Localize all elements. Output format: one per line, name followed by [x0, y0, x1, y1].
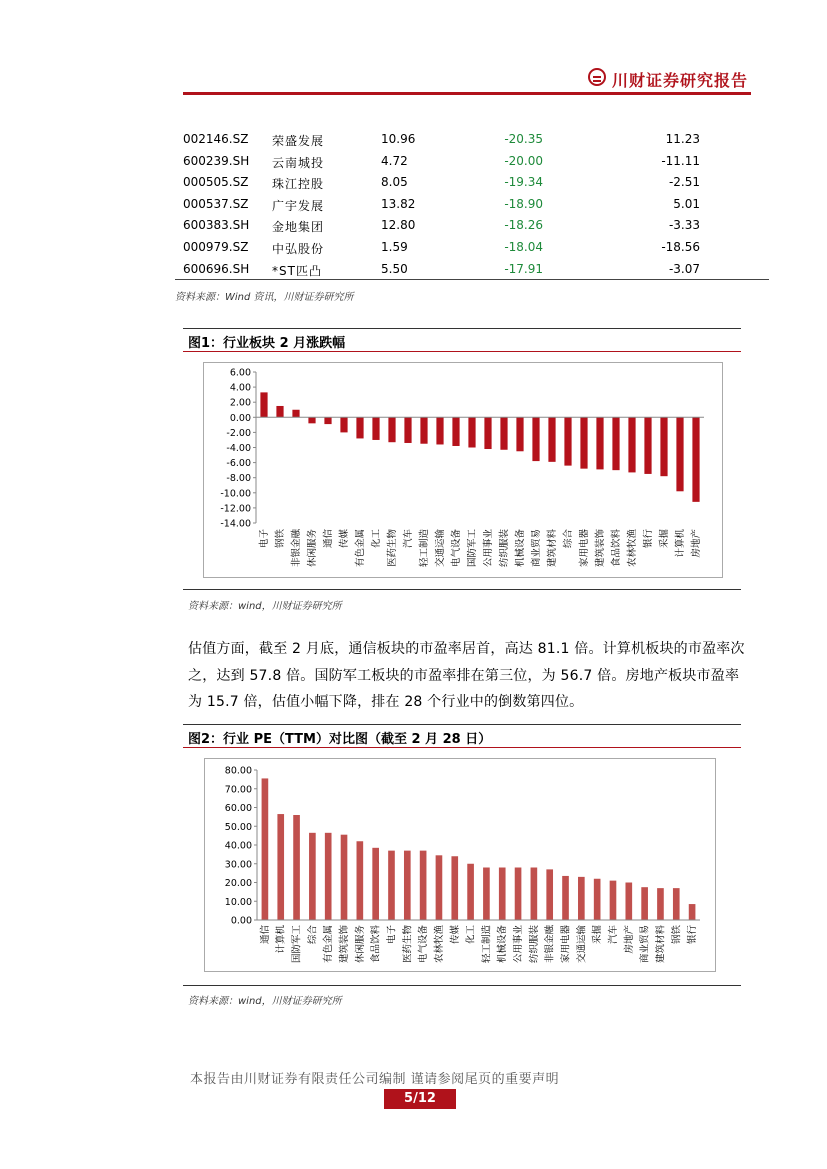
- stock-code: 000979.SZ: [183, 240, 249, 254]
- figure1-top-rule: [183, 328, 741, 329]
- x-tick-label: 纺织服装: [499, 529, 510, 568]
- x-tick-label: 农林牧渔: [627, 529, 638, 568]
- x-tick-label: 食品饮料: [370, 925, 382, 964]
- y-tick-label: -14.00: [220, 518, 251, 530]
- x-tick-label: 钢铁: [671, 925, 683, 945]
- x-tick-label: 家用电器: [579, 529, 590, 568]
- bar: [325, 833, 332, 920]
- page-number: 5/12: [384, 1089, 456, 1109]
- stock-code: 002146.SZ: [183, 132, 249, 146]
- stock-name: 珠江控股: [272, 177, 325, 192]
- bar: [515, 868, 522, 921]
- stock-change: -17.91: [504, 261, 543, 276]
- bar: [357, 841, 364, 920]
- bar: [564, 417, 571, 465]
- x-tick-label: 交通运输: [435, 529, 446, 568]
- figure2-title: 图2：行业 PE（TTM）对比图（截至 2 月 28 日）: [188, 732, 492, 747]
- x-tick-label: 通信: [259, 925, 271, 945]
- bar: [612, 417, 619, 470]
- stock-name: 广宇发展: [272, 198, 325, 213]
- x-tick-label: 有色金属: [355, 529, 366, 568]
- bar: [388, 417, 395, 442]
- stock-pe: -3.33: [668, 218, 700, 233]
- stock-name: 金地集团: [272, 220, 325, 235]
- bar: [420, 851, 427, 920]
- stock-change: -19.34: [504, 175, 543, 190]
- bar: [516, 417, 523, 451]
- x-tick-label: 国防军工: [467, 529, 478, 568]
- y-tick-label: 30.00: [224, 859, 252, 871]
- y-tick-label: 60.00: [224, 803, 252, 814]
- bar: [372, 848, 379, 920]
- bar: [324, 417, 331, 424]
- bar: [260, 392, 267, 417]
- table-divider: [175, 279, 769, 280]
- y-tick-label: 0.00: [230, 915, 252, 927]
- footer-disclaimer: 本报告由川财证券有限责任公司编制 谨请参阅尾页的重要声明: [190, 1072, 560, 1087]
- bar: [277, 814, 284, 920]
- bar: [546, 869, 553, 920]
- stock-change: -18.90: [504, 196, 543, 211]
- figure1-source: 资料来源：wind，川财证券研究所: [188, 601, 342, 612]
- x-tick-label: 建筑材料: [655, 925, 667, 964]
- bar: [641, 887, 648, 920]
- bar: [500, 417, 507, 449]
- bar: [468, 417, 475, 447]
- bar: [262, 778, 269, 920]
- stock-pe: 5.01: [673, 196, 700, 211]
- y-tick-label: 40.00: [224, 840, 252, 852]
- x-tick-label: 建筑材料: [547, 529, 558, 568]
- figure2-source: 资料来源：wind，川财证券研究所: [188, 996, 342, 1007]
- x-tick-label: 采掘: [659, 529, 670, 549]
- bar: [692, 417, 699, 502]
- x-tick-label: 电气设备: [451, 529, 462, 568]
- y-tick-label: 10.00: [224, 896, 252, 908]
- header-title: 川财证券研究报告: [612, 71, 749, 90]
- bar: [532, 417, 539, 461]
- body-paragraph: 估值方面，截至 2 月底，通信板块的市盈率居首，高达 81.1 倍。计算机板块的市盈率次之，达到 57.8 倍。国防军工板块的市盈率排在第三位，为 56.7 倍。房地产板块市盈率为 15.7 倍，估值小幅下降，排在 28 个行业中的倒数第四位。: [188, 641, 745, 710]
- stock-code: 600239.SH: [183, 153, 250, 168]
- stock-code: 000537.SZ: [183, 196, 249, 211]
- x-tick-label: 休闲服务: [307, 529, 318, 568]
- stock-code: 600696.SH: [183, 261, 250, 276]
- x-tick-label: 轻工制造: [419, 529, 430, 568]
- stock-pe: -18.56: [661, 240, 700, 254]
- bar: [452, 417, 459, 446]
- bar: [276, 406, 283, 417]
- stock-name: *ST匹凸: [272, 263, 322, 278]
- bar: [580, 417, 587, 468]
- bar: [436, 855, 443, 920]
- x-tick-label: 传媒: [339, 529, 350, 549]
- y-tick-label: -12.00: [220, 503, 251, 515]
- bar: [499, 868, 506, 921]
- y-tick-label: -10.00: [220, 488, 251, 500]
- stock-name: 中弘股份: [272, 242, 325, 256]
- x-tick-label: 食品饮料: [611, 529, 622, 568]
- x-tick-label: 有色金属: [323, 925, 335, 964]
- figure2-bottom-rule: [183, 747, 741, 748]
- figure2-chart: [205, 759, 715, 971]
- x-tick-label: 轻工制造: [481, 925, 493, 964]
- x-tick-label: 机械设备: [497, 925, 509, 964]
- stock-code: 600383.SH: [183, 218, 250, 233]
- stock-change: -18.04: [504, 240, 543, 254]
- x-tick-label: 商业贸易: [639, 925, 651, 964]
- bar: [562, 876, 569, 920]
- bar: [404, 851, 411, 920]
- x-tick-label: 农林牧渔: [433, 925, 445, 964]
- stock-pe: 11.23: [665, 132, 700, 146]
- y-tick-label: 70.00: [224, 784, 252, 796]
- y-tick-label: -4.00: [226, 443, 251, 454]
- bar: [436, 417, 443, 444]
- x-tick-label: 商业贸易: [531, 529, 542, 568]
- bar: [673, 888, 680, 920]
- x-tick-label: 汽车: [607, 925, 619, 945]
- x-tick-label: 非银金融: [291, 529, 302, 568]
- stock-name: 云南城投: [272, 155, 325, 170]
- x-tick-label: 国防军工: [291, 925, 303, 964]
- x-tick-label: 银行: [643, 529, 654, 549]
- x-tick-label: 医药生物: [387, 529, 398, 568]
- x-tick-label: 建筑装饰: [339, 925, 351, 964]
- stock-pe: -2.51: [668, 175, 700, 190]
- x-tick-label: 建筑装饰: [595, 529, 606, 568]
- x-tick-label: 房地产: [623, 925, 635, 954]
- header-divider: [183, 92, 751, 95]
- stock-pe: -11.11: [661, 153, 700, 168]
- figure1-source-rule: [183, 589, 741, 590]
- bar: [676, 417, 683, 491]
- figure2-frame: [204, 758, 716, 972]
- x-tick-label: 采掘: [592, 925, 604, 945]
- bar: [404, 417, 411, 443]
- x-tick-label: 电子: [259, 529, 270, 549]
- x-tick-label: 医药生物: [402, 925, 414, 964]
- stock-change: -18.26: [504, 218, 543, 233]
- bar: [308, 417, 315, 423]
- y-tick-label: 2.00: [229, 397, 251, 409]
- bar: [341, 835, 348, 920]
- stock-price: 12.80: [381, 218, 416, 233]
- bar: [578, 877, 585, 920]
- y-tick-label: -8.00: [226, 473, 251, 485]
- stock-price: 10.96: [381, 132, 416, 146]
- bar: [657, 888, 664, 920]
- bar: [356, 417, 363, 438]
- bar: [451, 856, 458, 920]
- bar: [292, 410, 299, 418]
- x-tick-label: 房地产: [691, 529, 702, 558]
- stock-price: 8.05: [381, 175, 408, 190]
- x-tick-label: 银行: [687, 925, 699, 945]
- x-tick-label: 公用事业: [513, 925, 525, 964]
- x-tick-label: 传媒: [449, 925, 461, 945]
- bar: [293, 815, 300, 920]
- figure1-title: 图1：行业板块 2 月涨跌幅: [188, 336, 346, 351]
- figure2-source-rule: [183, 985, 741, 986]
- y-tick-label: 20.00: [224, 878, 252, 889]
- bar: [483, 868, 490, 921]
- table-source: 资料来源：Wind 资讯，川财证券研究所: [175, 292, 354, 303]
- x-tick-label: 通信: [323, 529, 334, 549]
- x-tick-label: 化工: [465, 925, 477, 945]
- figure1-bottom-rule: [183, 351, 741, 352]
- x-tick-label: 汽车: [403, 529, 414, 549]
- bar: [467, 864, 474, 920]
- x-tick-label: 电子: [386, 925, 398, 945]
- bar: [660, 417, 667, 476]
- bar: [309, 833, 316, 920]
- stock-price: 1.59: [381, 240, 408, 254]
- figure1-frame: [203, 362, 723, 578]
- x-tick-label: 计算机: [675, 529, 686, 558]
- bar: [594, 879, 601, 920]
- bar: [596, 417, 603, 469]
- stock-price: 4.72: [381, 153, 408, 168]
- stock-change: -20.00: [504, 153, 543, 168]
- bar: [420, 417, 427, 443]
- y-tick-label: -6.00: [226, 458, 251, 470]
- bar: [644, 417, 651, 474]
- logo-icon: [588, 68, 606, 86]
- stock-price: 13.82: [381, 196, 416, 211]
- x-tick-label: 休闲服务: [354, 925, 366, 964]
- figure2-top-rule: [183, 724, 741, 725]
- x-tick-label: 化工: [371, 529, 382, 549]
- bar: [610, 881, 617, 920]
- x-tick-label: 公用事业: [483, 529, 494, 568]
- stock-pe: -3.07: [668, 261, 700, 276]
- body-paragraph-block: [188, 636, 748, 716]
- y-tick-label: 6.00: [229, 367, 251, 379]
- stock-code: 000505.SZ: [183, 175, 249, 190]
- x-tick-label: 电气设备: [418, 925, 430, 964]
- x-tick-label: 计算机: [275, 925, 287, 954]
- stock-price: 5.50: [381, 261, 408, 276]
- x-tick-label: 综合: [563, 529, 574, 549]
- x-tick-label: 机械设备: [515, 529, 526, 568]
- bar: [628, 417, 635, 472]
- stock-name: 荣盛发展: [272, 134, 325, 148]
- bar: [548, 417, 555, 462]
- bar: [625, 883, 632, 921]
- x-tick-label: 交通运输: [576, 925, 588, 964]
- bar: [531, 868, 538, 921]
- bar: [689, 904, 696, 920]
- bar: [372, 417, 379, 440]
- bar: [340, 417, 347, 432]
- x-tick-label: 非银金融: [544, 925, 556, 964]
- bar: [388, 851, 395, 920]
- x-tick-label: 钢铁: [275, 529, 286, 549]
- bar: [484, 417, 491, 449]
- stock-change: -20.35: [504, 132, 543, 146]
- x-tick-label: 纺织服装: [528, 925, 540, 964]
- x-tick-label: 家用电器: [560, 925, 572, 964]
- x-tick-label: 综合: [307, 925, 319, 945]
- y-tick-label: 80.00: [224, 765, 252, 777]
- y-tick-label: 4.00: [229, 382, 251, 394]
- y-tick-label: -2.00: [226, 427, 251, 439]
- y-tick-label: 50.00: [224, 821, 252, 833]
- figure1-chart: [204, 363, 722, 577]
- y-tick-label: 0.00: [229, 412, 251, 424]
